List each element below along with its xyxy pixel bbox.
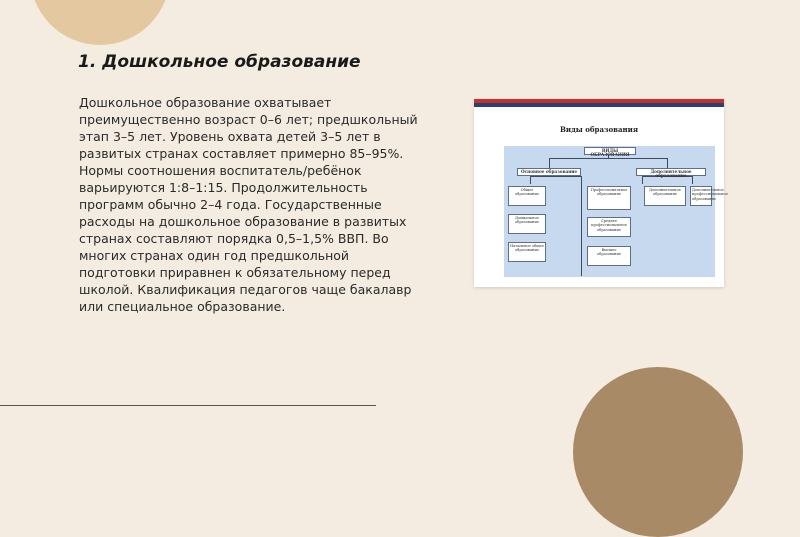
diagram-panel — [504, 146, 728, 277]
figure-blue-stripe — [474, 103, 724, 107]
decorative-circle-top — [30, 0, 170, 45]
education-types-figure — [474, 99, 728, 287]
diagram-connector — [581, 176, 582, 276]
diagram-box-professional: Профессиональное образование — [587, 186, 631, 210]
diagram-box-secondary-professional: Среднее профессиональное образование — [587, 217, 631, 237]
figure-title: Виды образования — [559, 125, 639, 134]
diagram-connector — [549, 158, 550, 168]
diagram-connector — [667, 158, 668, 168]
diagram-branch-additional: Дополнительное образование — [636, 168, 706, 176]
diagram-connector — [530, 176, 531, 184]
diagram-box-higher: Высшее образование — [587, 246, 631, 266]
diagram-box-additional-professional: Дополнительное профессиональное образование — [690, 186, 712, 206]
decorative-circle-bottom — [573, 367, 743, 537]
diagram-box-preschool: Дошкольное образование — [508, 214, 546, 234]
slide-title: 1. Дошкольное образование — [78, 52, 361, 72]
diagram-connector — [692, 176, 693, 184]
diagram-branch-main: Основное образование — [517, 168, 581, 176]
diagram-connector — [549, 158, 667, 159]
diagram-box-general: Общее образование — [508, 186, 546, 206]
slide-body-text: Дошкольное образование охватывает преимущественно возраст 0–6 лет; предшкольный этап 3–5 лет. Уровень охвата детей 3–5 лет в развитых странах составляет примерно 85–95%. Нормы соотношения воспитатель/ребёнок варьируются 1:8–1:15. Продолжительность программ обычно 2–4 года. Государственные расходы на дошкольное образование в развитых странах составляют порядка 0,5–1,5% ВВП. Во многих странах один год предшкольной подготовки приравнен к обязательному перед школой. Квалификация педагогов чаще бакалавр или специальное образование. — [79, 95, 418, 314]
diagram-root-box: ВИДЫ ОБРАЗОВАНИЯ — [584, 147, 636, 155]
diagram-connector — [642, 176, 643, 184]
diagram-connector — [530, 176, 582, 177]
bottom-divider — [0, 405, 376, 406]
diagram-box-additional: Дополнительное образование — [644, 186, 686, 206]
diagram-box-primary: Начальное общее образование — [508, 242, 546, 262]
